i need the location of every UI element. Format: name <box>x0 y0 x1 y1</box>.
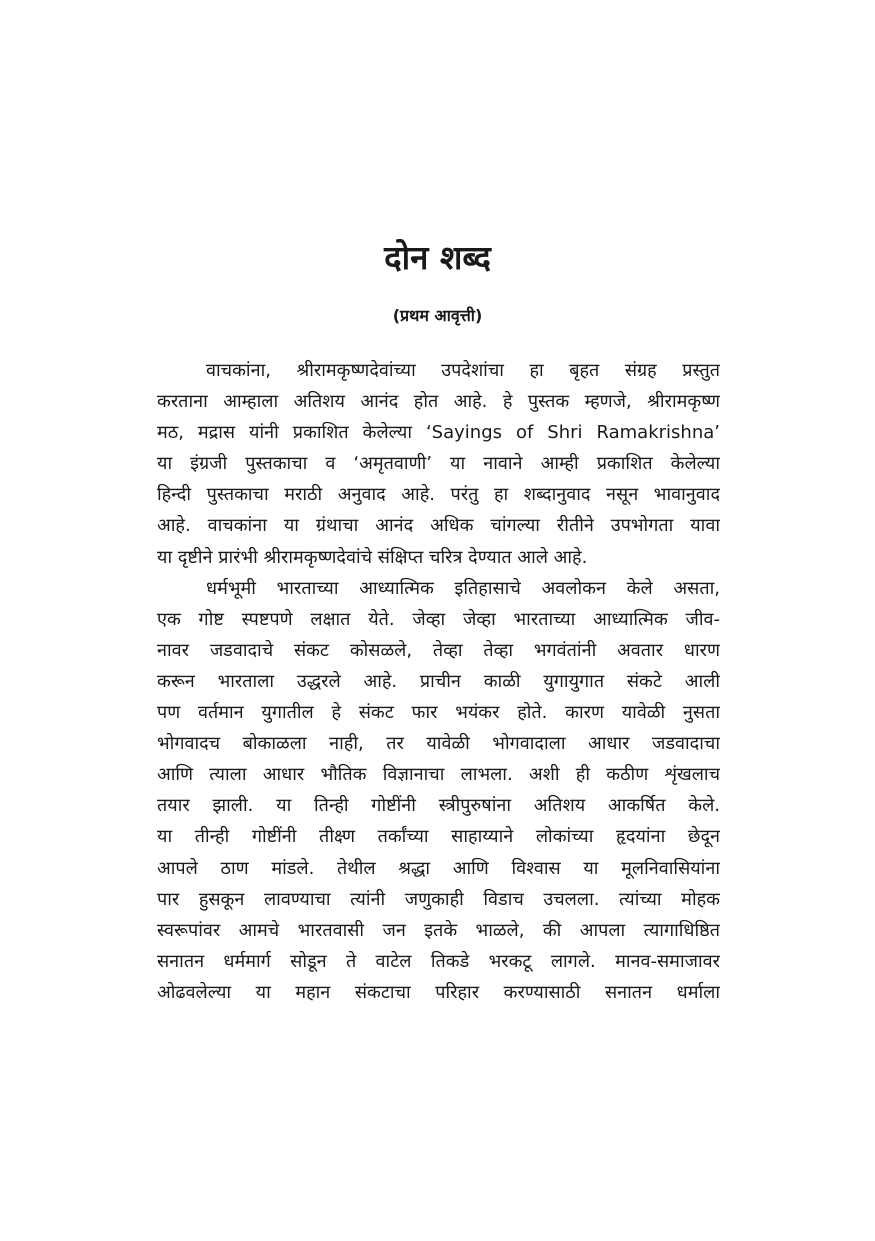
text-line: पार हुसकून लावण्याचा त्यांनी जणुकाही विडाच उचलला. त्यांच्या मोहक <box>157 888 720 910</box>
text-line: आहे. वाचकांना या ग्रंथाचा आनंद अधिक चांगल्या रीतीने उपभोगता यावा <box>157 515 720 537</box>
text-line: आपले ठाण मांडले. तेथील श्रद्धा आणि विश्वास या मूलनिवासियांना <box>157 857 720 879</box>
text-line: सनातन धर्ममार्ग सोडून ते वाटेल तिकडे भरकटू लागले. मानव-समाजावर <box>157 950 720 972</box>
text-line: या इंग्रजी पुस्तकाचा व ‘अमृतवाणी’ या नावाने आम्ही प्रकाशित केलेल्या <box>157 453 720 475</box>
text-line: भोगवादच बोकाळला नाही, तर यावेळी भोगवादाला आधार जडवादाचा <box>157 733 720 755</box>
page-title: दोन शब्द <box>384 238 491 277</box>
text-line: मठ, मद्रास यांनी प्रकाशित केलेल्या ‘Sayings of Shri Ramakrishna’ <box>157 422 720 444</box>
text-line: पण वर्तमान युगातील हे संकट फार भयंकर होते. कारण यावेळी नुसता <box>157 702 720 724</box>
text-line: या तीन्ही गोष्टींनी तीक्ष्ण तर्कांच्या साहाय्याने लोकांच्या हृदयांना छेदून <box>157 826 720 848</box>
text-line: हिन्दी पुस्तकाचा मराठी अनुवाद आहे. परंतु हा शब्दानुवाद नसून भावानुवाद <box>157 484 720 506</box>
text-line: धर्मभूमी भारताच्या आध्यात्मिक इतिहासाचे अवलोकन केले असता, <box>206 577 720 599</box>
text-line: नावर जडवादाचे संकट कोसळले, तेव्हा तेव्हा भगवंतांनी अवतार धारण <box>157 639 720 661</box>
body-text <box>157 355 720 1008</box>
text-line: तयार झाली. या तिन्ही गोष्टींनी स्त्रीपुरुषांना अतिशय आकर्षित केले. <box>157 795 720 817</box>
text-line: आणि त्याला आधार भौतिक विज्ञानाचा लाभला. अशी ही कठीण शृंखलाच <box>157 764 720 786</box>
text-line: करून भारताला उद्धरले आहे. प्राचीन काळी युगायुगात संकटे आली <box>157 670 720 692</box>
text-line: या दृष्टीने प्रारंभी श्रीरामकृष्णदेवांचे संक्षिप्त चरित्र देण्यात आले आहे. <box>157 546 588 568</box>
text-line: करताना आम्हाला अतिशय आनंद होत आहे. हे पुस्तक म्हणजे, श्रीरामकृष्ण <box>157 391 720 413</box>
edition-subtitle: (प्रथम आवृत्ती) <box>392 306 483 325</box>
text-line: एक गोष्ट स्पष्टपणे लक्षात येते. जेव्हा जेव्हा भारताच्या आध्यात्मिक जीव- <box>157 608 720 630</box>
text-line: स्वरूपांवर आमचे भारतवासी जन इतके भाळले, की आपला त्यागाधिष्ठित <box>157 919 720 941</box>
text-line: वाचकांना, श्रीरामकृष्णदेवांच्या उपदेशांचा हा बृहत संग्रह प्रस्तुत <box>206 360 720 381</box>
text-line: ओढवलेल्या या महान संकटाचा परिहार करण्यासाठी सनातन धर्माला <box>157 981 720 1003</box>
